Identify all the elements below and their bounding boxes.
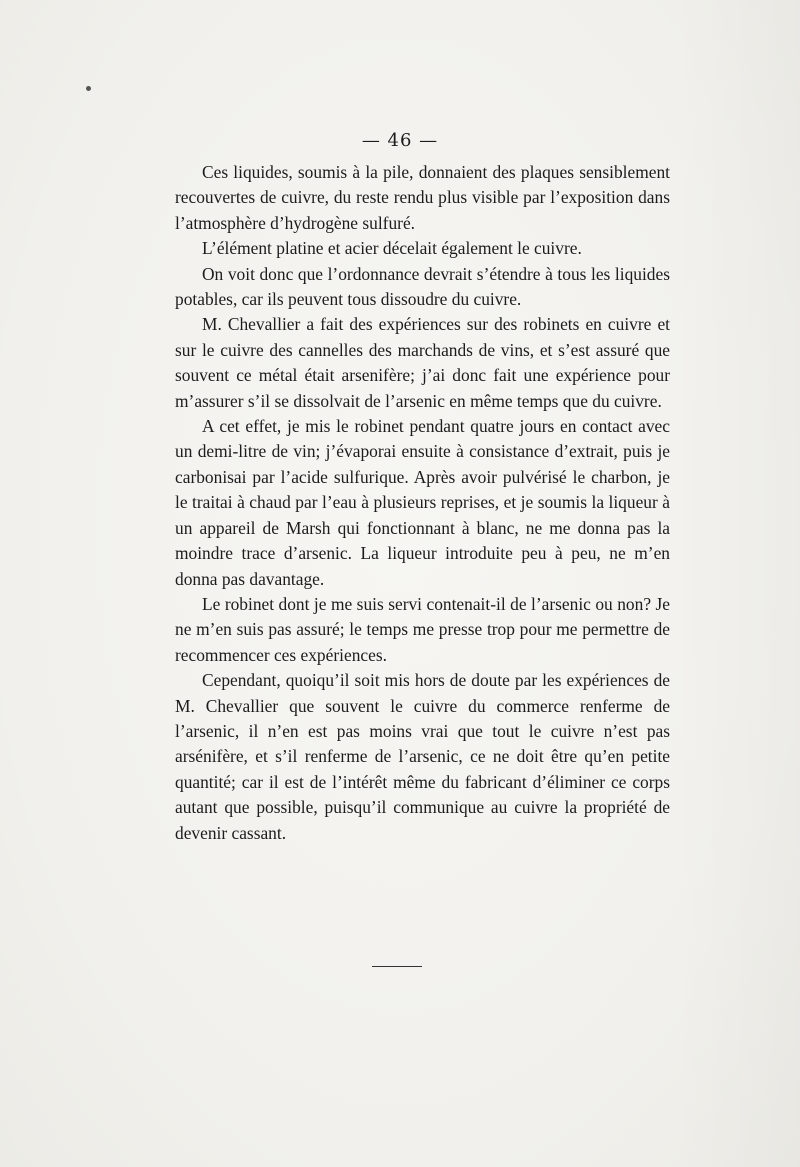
paragraph-6: Le robinet dont je me suis servi contenait-il de l’arsenic ou non? Je ne m’en suis pas assuré; le temps me presse trop pour me permettre de recommencer ces expériences. [175, 593, 670, 665]
page-edge-shading [670, 0, 800, 1167]
paragraph-5: A cet effet, je mis le robinet pendant quatre jours en contact avec un demi-litre de vin; j’évaporai ensuite à consistance d’extrait, puis je carbonisai par l’acide sulfurique. Après avoir pulvérisé le charbon, je le traitai à chaud par l’eau à plusieurs reprises, et je soumis la liqueur à un appareil de Marsh qui fonctionnant à blanc, ne me donna pas la moindre trace d’arsenic. La liqueur introduite peu à peu, ne m’en donna pas davantage. [175, 416, 670, 589]
paragraph-7: Cependant, quoiqu’il soit mis hors de doute par les expériences de M. Chevallier que souvent le cuivre du commerce renferme de l’arsenic, il n’en est pas moins vrai que tout le cuivre n’est pas arsénifère, et s’il renferme de l’arsenic, ce ne doit être qu’en petite quantité; car il est de l’intérêt même du fabricant d’éliminer ce corps autant que possible, puisqu’il communique au cuivre la propriété de devenir cassant. [175, 670, 670, 843]
page-number: — 46 — [361, 130, 439, 151]
paragraph-2: L’élément platine et acier décelait également le cuivre. [202, 238, 582, 259]
closing-rule [372, 966, 422, 967]
paragraph-1: Ces liquides, soumis à la pile, donnaient des plaques sensiblement recouvertes de cuivre, du reste rendu plus visible par l’exposition dans l’atmosphère d’hydrogène sulfuré. [175, 162, 670, 233]
ink-speck [86, 86, 91, 91]
paragraph-3: On voit donc que l’ordonnance devrait s’étendre à tous les liquides potables, car ils peuvent tous dissoudre du cuivre. [175, 263, 670, 310]
paragraph-4: M. Chevallier a fait des expériences sur des robinets en cuivre et sur le cuivre des cannelles des marchands de vins, et s’est assuré que souvent ce métal était arsenifère; j’ai donc fait une expérience pour m’assurer s’il se dissolvait de l’arsenic en même temps que du cuivre. [175, 314, 670, 411]
body-text [175, 160, 670, 846]
